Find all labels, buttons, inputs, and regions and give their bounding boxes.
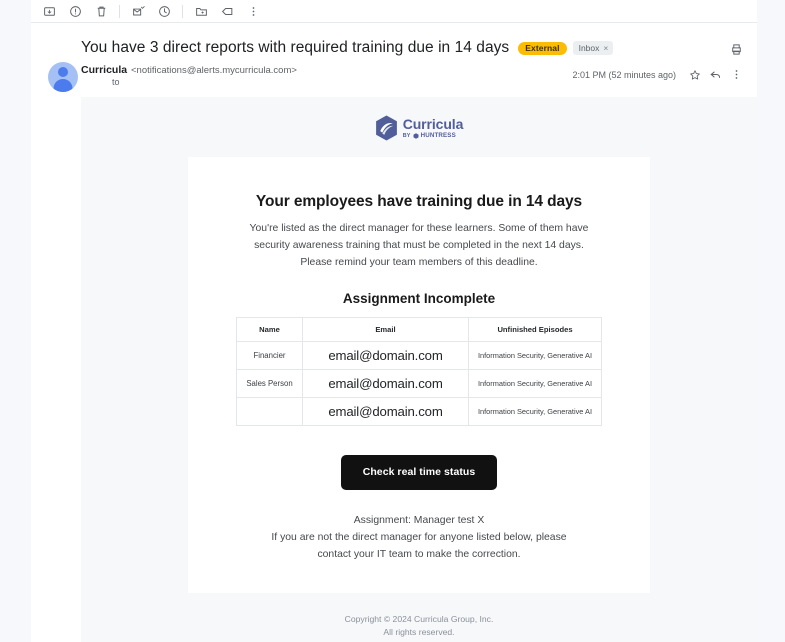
email-footer	[81, 613, 757, 639]
toolbar-divider-2	[182, 5, 183, 18]
manager-note-line-2: contact your IT team to make the correction.	[317, 549, 521, 560]
email-card	[188, 157, 650, 593]
subject-row	[31, 23, 757, 60]
message-toolbar	[31, 0, 757, 23]
brand-name: Curricula	[402, 115, 464, 132]
mark-unread-icon[interactable]	[125, 0, 151, 23]
inbox-label-chip[interactable]	[573, 41, 614, 55]
sender-email: <notifications@alerts.mycurricula.com>	[131, 64, 297, 76]
assignment-name-line: Assignment: Manager test X	[353, 515, 485, 526]
inbox-label-text: Inbox	[578, 42, 600, 53]
avatar	[48, 62, 78, 92]
avatar-body	[54, 79, 73, 92]
brand-header	[81, 97, 757, 141]
column-header-email: Email	[303, 318, 469, 342]
label-icon[interactable]	[214, 0, 240, 23]
more-options-icon[interactable]	[240, 0, 266, 23]
cell-episodes: Information Security, Generative AI	[469, 370, 602, 398]
check-real-time-status-button[interactable]: Check real time status	[341, 455, 498, 490]
print-icon[interactable]	[726, 39, 746, 59]
brand-parent-name: HUNTRESS	[420, 132, 456, 140]
brand-by-label: BY	[402, 132, 411, 139]
cell-email: email@domain.com	[303, 398, 469, 426]
cell-name	[237, 398, 303, 426]
cell-email: email@domain.com	[303, 370, 469, 398]
table-header-row	[237, 318, 602, 342]
snooze-icon[interactable]	[151, 0, 177, 23]
rights-line: All rights reserved.	[383, 627, 455, 637]
archive-icon[interactable]	[36, 0, 62, 23]
cta-container	[204, 455, 634, 490]
email-body	[81, 97, 757, 642]
email-heading: Your employees have training due in 14 days	[255, 193, 583, 210]
copyright-line: Copyright © 2024 Curricula Group, Inc.	[344, 614, 494, 624]
report-spam-icon[interactable]	[62, 0, 88, 23]
manager-note-line-1: If you are not the direct manager for anyone listed below, please	[271, 532, 567, 543]
table-row	[237, 342, 602, 370]
external-badge: External	[518, 42, 566, 55]
curricula-logo-icon	[375, 115, 398, 141]
delete-icon[interactable]	[88, 0, 114, 23]
message-timestamp: 2:01 PM (52 minutes ago)	[572, 69, 676, 80]
recipient-line[interactable]: to	[112, 77, 120, 87]
table-row	[237, 398, 602, 426]
assignment-incomplete-heading: Assignment Incomplete	[342, 291, 496, 306]
huntress-mark-icon	[413, 133, 419, 139]
learners-table	[236, 317, 602, 426]
reply-icon[interactable]	[705, 64, 726, 85]
remove-label-icon[interactable]: ×	[603, 42, 609, 53]
reading-pane	[31, 0, 757, 642]
column-header-name: Name	[237, 318, 303, 342]
sender-row	[31, 57, 757, 97]
sender-name: Curricula	[81, 64, 128, 76]
cell-name: Financier	[237, 342, 303, 370]
message-more-icon[interactable]	[726, 64, 747, 85]
subject-text: You have 3 direct reports with required training due in 14 days	[81, 39, 510, 56]
column-header-episodes: Unfinished Episodes	[469, 318, 602, 342]
message-actions	[572, 64, 747, 85]
assignment-note	[254, 512, 584, 563]
cell-name: Sales Person	[237, 370, 303, 398]
move-to-icon[interactable]	[188, 0, 214, 23]
cell-episodes: Information Security, Generative AI	[469, 342, 602, 370]
star-icon[interactable]	[684, 64, 705, 85]
toolbar-divider-1	[119, 5, 120, 18]
email-intro-text: You're listed as the direct manager for these learners. Some of them have security awareness training that must be completed in the next 14 days. Please remind your team members of this deadline.	[249, 223, 589, 268]
avatar-head	[58, 67, 68, 77]
cell-email: email@domain.com	[303, 342, 469, 370]
table-row	[237, 370, 602, 398]
cell-episodes: Information Security, Generative AI	[469, 398, 602, 426]
